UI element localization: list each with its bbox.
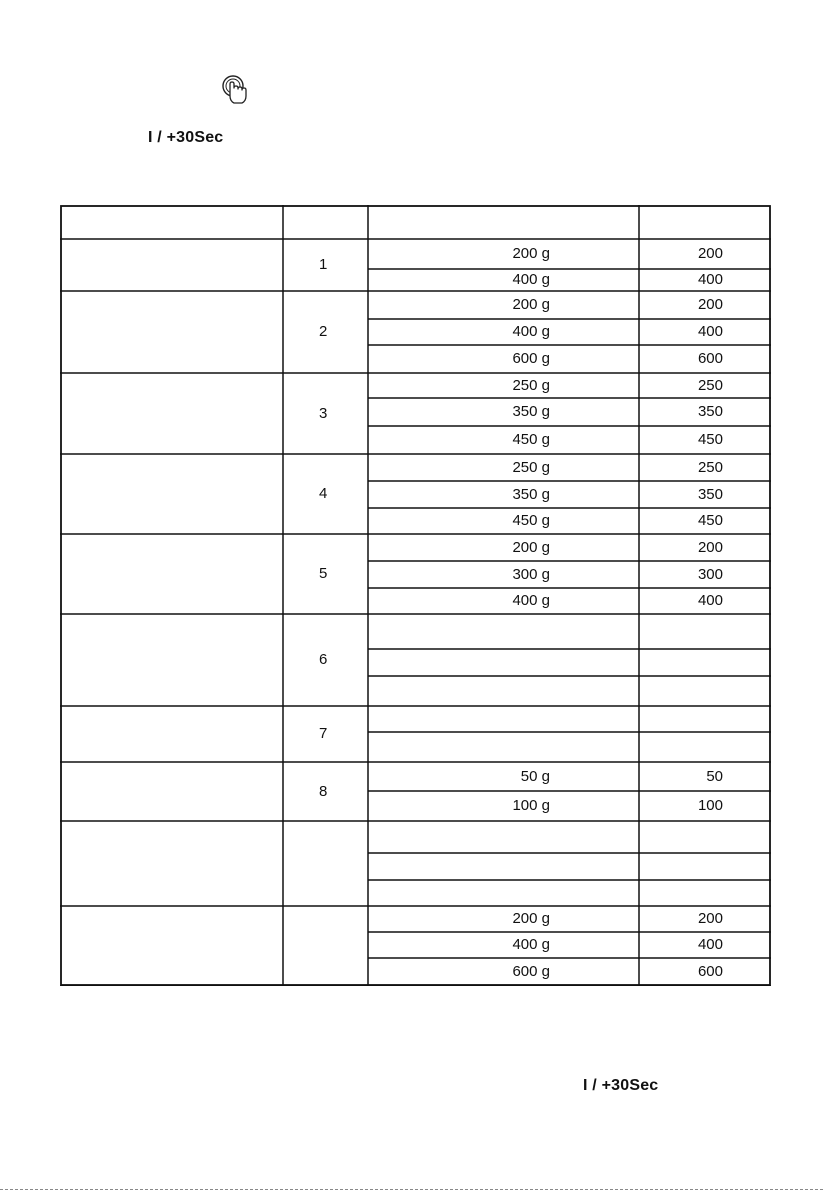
weight-cell: 250 g xyxy=(512,376,550,394)
weight-cell: 450 g xyxy=(512,431,550,448)
menu-number: 3 xyxy=(319,404,328,422)
weight-cell: 400 g xyxy=(512,936,550,953)
menu-number: 5 xyxy=(319,565,328,582)
value-cell: 350 xyxy=(697,485,723,503)
menu-number: 2 xyxy=(319,323,328,340)
weight-cell: 400 g xyxy=(512,592,550,609)
dial-hand-icon xyxy=(219,74,251,108)
weight-cell: 350 g xyxy=(512,403,550,420)
weight-cell: 200 g xyxy=(512,245,550,262)
weight-cell: 50 g xyxy=(520,767,550,785)
value-cell: 250 xyxy=(697,458,723,476)
weight-cell: 200 g xyxy=(512,538,550,556)
start-30sec-label-bottom: I / +30Sec xyxy=(583,1077,659,1094)
value-cell: 50 xyxy=(706,767,723,785)
auto-menu-table xyxy=(60,205,771,986)
value-cell: 400 xyxy=(697,323,723,340)
value-cell: 100 xyxy=(697,797,723,814)
weight-cell: 200 g xyxy=(512,910,550,927)
menu-number: 7 xyxy=(319,725,328,742)
value-cell: 250 xyxy=(697,376,723,394)
weight-cell: 350 g xyxy=(512,485,550,503)
weight-cell: 300 g xyxy=(512,565,550,583)
table-grid xyxy=(60,205,771,986)
value-cell: 450 xyxy=(697,512,723,529)
table-border xyxy=(61,206,770,985)
weight-cell: 600 g xyxy=(512,963,550,980)
weight-cell: 600 g xyxy=(512,350,550,367)
menu-number: 1 xyxy=(319,256,328,273)
value-cell: 200 xyxy=(697,538,723,556)
value-cell: 450 xyxy=(697,431,723,448)
weight-cell: 200 g xyxy=(512,296,550,313)
value-cell: 400 xyxy=(697,271,723,288)
value-cell: 200 xyxy=(697,910,723,927)
value-cell: 600 xyxy=(697,963,723,980)
start-30sec-label: I / +30Sec xyxy=(148,129,224,146)
weight-cell: 400 g xyxy=(512,271,550,288)
value-cell: 350 xyxy=(697,403,723,420)
weight-cell: 250 g xyxy=(512,458,550,476)
value-cell: 200 xyxy=(697,296,723,313)
value-cell: 400 xyxy=(697,592,723,609)
value-cell: 200 xyxy=(697,245,723,262)
weight-cell: 450 g xyxy=(512,512,550,529)
value-cell: 600 xyxy=(697,350,723,367)
menu-number: 8 xyxy=(319,782,328,800)
weight-cell: 400 g xyxy=(512,323,550,340)
value-cell: 300 xyxy=(697,565,723,583)
page-cut-line xyxy=(0,1189,823,1190)
menu-number: 4 xyxy=(319,485,328,502)
value-cell: 400 xyxy=(697,936,723,953)
menu-number: 6 xyxy=(319,651,328,668)
weight-cell: 100 g xyxy=(512,797,550,814)
